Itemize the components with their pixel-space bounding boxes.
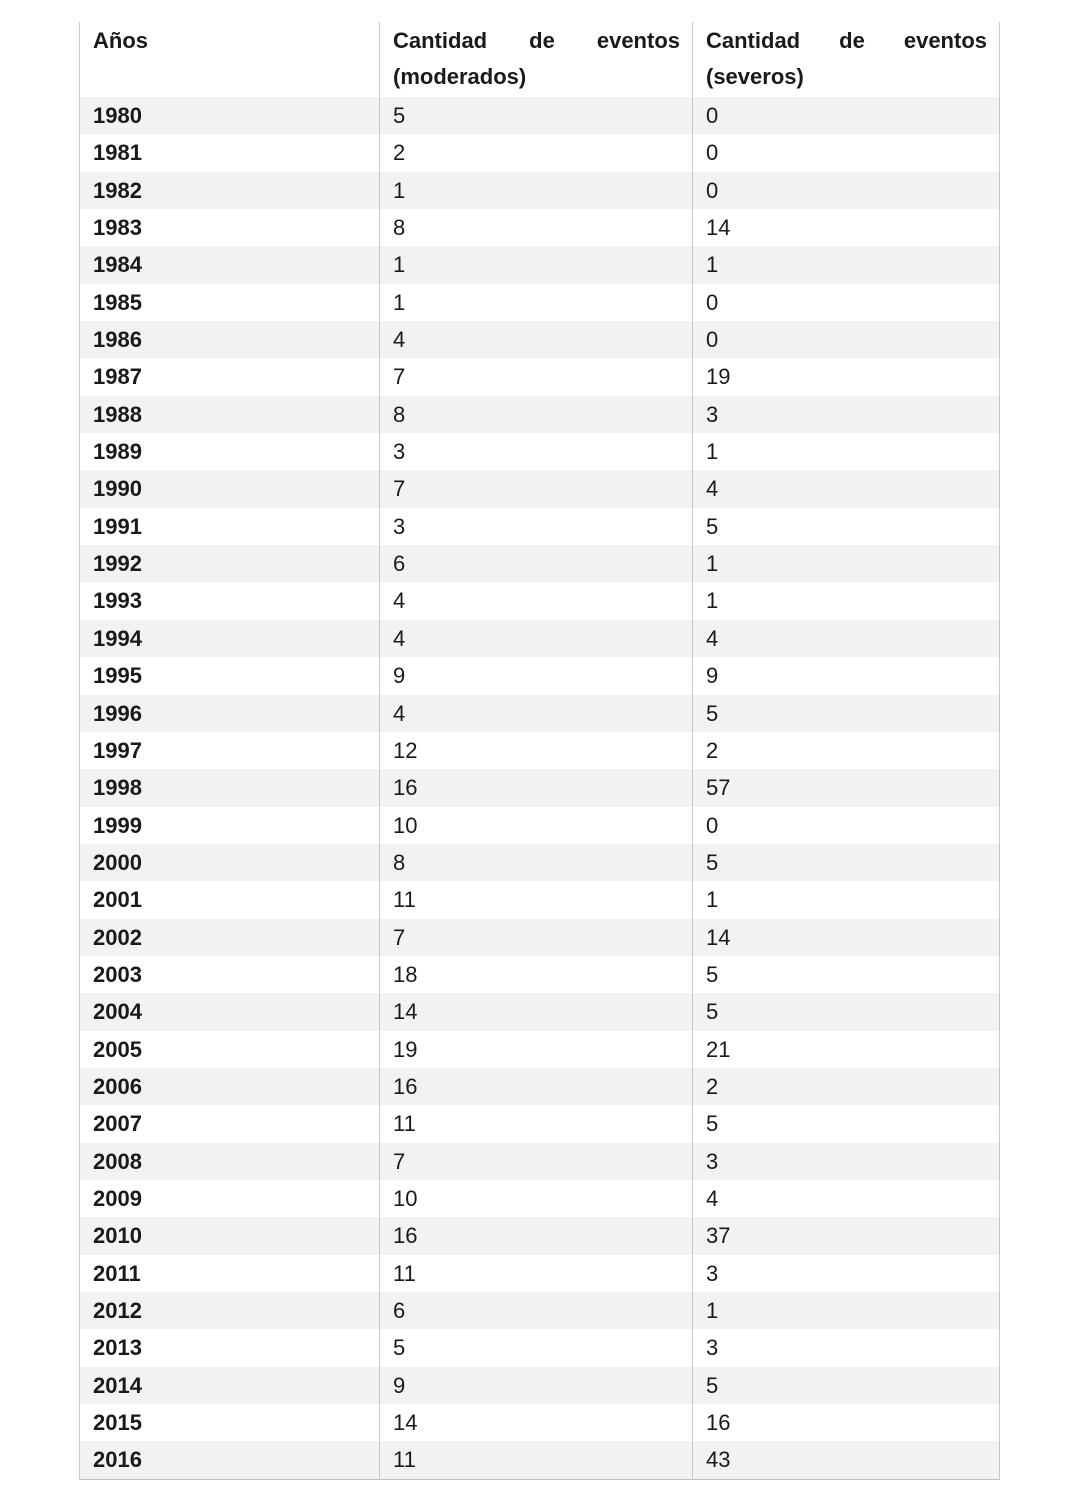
year-cell: 1980	[80, 97, 380, 134]
year-cell: 1986	[80, 321, 380, 358]
table-row	[80, 246, 1000, 283]
moderate-count-cell: 18	[380, 956, 693, 993]
year-cell: 1983	[80, 209, 380, 246]
severe-count-cell: 2	[693, 732, 1000, 769]
moderate-count-cell: 16	[380, 1068, 693, 1105]
severe-count-cell: 0	[693, 284, 1000, 321]
table-row	[80, 956, 1000, 993]
severe-count-cell: 4	[693, 470, 1000, 507]
moderate-count-cell: 11	[380, 1255, 693, 1292]
severe-count-cell: 4	[693, 620, 1000, 657]
moderate-count-cell: 7	[380, 919, 693, 956]
table-row	[80, 1292, 1000, 1329]
header-moderate-line2: (moderados)	[393, 64, 527, 89]
moderate-count-cell: 14	[380, 1404, 693, 1441]
table-row	[80, 993, 1000, 1030]
moderate-count-cell: 12	[380, 732, 693, 769]
severe-count-cell: 3	[693, 1255, 1000, 1292]
year-cell: 1998	[80, 769, 380, 806]
severe-count-cell: 5	[693, 844, 1000, 881]
severe-count-cell: 1	[693, 433, 1000, 470]
table-body	[80, 97, 1000, 1479]
severe-count-cell: 5	[693, 508, 1000, 545]
year-cell: 2010	[80, 1217, 380, 1254]
moderate-count-cell: 7	[380, 358, 693, 395]
moderate-count-cell: 11	[380, 881, 693, 918]
moderate-count-cell: 4	[380, 620, 693, 657]
year-cell: 2012	[80, 1292, 380, 1329]
header-moderate-word: de	[529, 28, 555, 53]
severe-count-cell: 0	[693, 321, 1000, 358]
severe-count-cell: 4	[693, 1180, 1000, 1217]
severe-count-cell: 1	[693, 545, 1000, 582]
moderate-count-cell: 8	[380, 396, 693, 433]
table-header-row	[80, 22, 1000, 97]
year-cell: 2009	[80, 1180, 380, 1217]
header-moderate-word: Cantidad	[393, 28, 488, 53]
year-cell: 1993	[80, 582, 380, 619]
table-row	[80, 620, 1000, 657]
moderate-count-cell: 7	[380, 1143, 693, 1180]
table-row	[80, 209, 1000, 246]
table-row	[80, 433, 1000, 470]
table-row	[80, 1329, 1000, 1366]
table-row	[80, 1255, 1000, 1292]
header-severe-word: eventos	[903, 28, 987, 53]
table-row	[80, 844, 1000, 881]
table-row	[80, 657, 1000, 694]
events-table	[79, 22, 1000, 1480]
severe-count-cell: 19	[693, 358, 1000, 395]
moderate-count-cell: 4	[380, 582, 693, 619]
header-moderate-line1	[393, 23, 680, 59]
severe-count-cell: 43	[693, 1441, 1000, 1479]
table-row	[80, 172, 1000, 209]
moderate-count-cell: 16	[380, 1217, 693, 1254]
severe-count-cell: 1	[693, 582, 1000, 619]
year-cell: 2001	[80, 881, 380, 918]
moderate-count-cell: 1	[380, 284, 693, 321]
table-row	[80, 321, 1000, 358]
severe-count-cell: 3	[693, 1143, 1000, 1180]
year-cell: 1991	[80, 508, 380, 545]
moderate-count-cell: 4	[380, 695, 693, 732]
table-row	[80, 470, 1000, 507]
severe-count-cell: 3	[693, 1329, 1000, 1366]
moderate-count-cell: 7	[380, 470, 693, 507]
header-severe-word: de	[839, 28, 865, 53]
moderate-count-cell: 1	[380, 172, 693, 209]
severe-count-cell: 3	[693, 396, 1000, 433]
table-row	[80, 1068, 1000, 1105]
year-cell: 1982	[80, 172, 380, 209]
moderate-count-cell: 6	[380, 1292, 693, 1329]
severe-count-cell: 1	[693, 881, 1000, 918]
table-row	[80, 1180, 1000, 1217]
year-cell: 1996	[80, 695, 380, 732]
moderate-count-cell: 5	[380, 97, 693, 134]
table-row	[80, 284, 1000, 321]
severe-count-cell: 0	[693, 97, 1000, 134]
severe-count-cell: 0	[693, 807, 1000, 844]
table-row	[80, 396, 1000, 433]
severe-count-cell: 5	[693, 695, 1000, 732]
table-row	[80, 1143, 1000, 1180]
severe-count-cell: 2	[693, 1068, 1000, 1105]
table-row	[80, 134, 1000, 171]
year-cell: 1981	[80, 134, 380, 171]
moderate-count-cell: 14	[380, 993, 693, 1030]
table-row	[80, 358, 1000, 395]
severe-count-cell: 5	[693, 1105, 1000, 1142]
year-cell: 1984	[80, 246, 380, 283]
year-cell: 2007	[80, 1105, 380, 1142]
table-row	[80, 919, 1000, 956]
moderate-count-cell: 9	[380, 657, 693, 694]
severe-count-cell: 0	[693, 134, 1000, 171]
moderate-count-cell: 8	[380, 209, 693, 246]
header-moderate-word: eventos	[596, 28, 680, 53]
severe-count-cell: 5	[693, 956, 1000, 993]
table-row	[80, 1441, 1000, 1479]
moderate-count-cell: 5	[380, 1329, 693, 1366]
moderate-count-cell: 19	[380, 1031, 693, 1068]
year-cell: 2015	[80, 1404, 380, 1441]
table-row	[80, 1404, 1000, 1441]
table-row	[80, 1105, 1000, 1142]
header-year	[80, 22, 380, 97]
year-cell: 1992	[80, 545, 380, 582]
moderate-count-cell: 4	[380, 321, 693, 358]
severe-count-cell: 16	[693, 1404, 1000, 1441]
year-cell: 2000	[80, 844, 380, 881]
year-cell: 2005	[80, 1031, 380, 1068]
year-cell: 1985	[80, 284, 380, 321]
table-row	[80, 97, 1000, 134]
year-cell: 1989	[80, 433, 380, 470]
moderate-count-cell: 3	[380, 508, 693, 545]
table-row	[80, 508, 1000, 545]
severe-count-cell: 21	[693, 1031, 1000, 1068]
year-cell: 2004	[80, 993, 380, 1030]
moderate-count-cell: 10	[380, 1180, 693, 1217]
severe-count-cell: 37	[693, 1217, 1000, 1254]
year-cell: 1995	[80, 657, 380, 694]
year-cell: 1987	[80, 358, 380, 395]
year-cell: 2003	[80, 956, 380, 993]
moderate-count-cell: 8	[380, 844, 693, 881]
moderate-count-cell: 9	[380, 1367, 693, 1404]
table-row	[80, 807, 1000, 844]
table-row	[80, 545, 1000, 582]
events-table-container	[79, 22, 999, 1480]
severe-count-cell: 14	[693, 919, 1000, 956]
moderate-count-cell: 6	[380, 545, 693, 582]
header-severe-line2: (severos)	[706, 64, 804, 89]
year-cell: 2002	[80, 919, 380, 956]
moderate-count-cell: 10	[380, 807, 693, 844]
severe-count-cell: 5	[693, 993, 1000, 1030]
moderate-count-cell: 11	[380, 1105, 693, 1142]
table-row	[80, 1367, 1000, 1404]
year-cell: 2006	[80, 1068, 380, 1105]
year-cell: 1994	[80, 620, 380, 657]
year-cell: 1997	[80, 732, 380, 769]
moderate-count-cell: 2	[380, 134, 693, 171]
year-cell: 1988	[80, 396, 380, 433]
severe-count-cell: 14	[693, 209, 1000, 246]
year-cell: 2013	[80, 1329, 380, 1366]
header-severe-line1	[706, 23, 987, 59]
header-severe	[693, 22, 1000, 97]
severe-count-cell: 9	[693, 657, 1000, 694]
year-cell: 1990	[80, 470, 380, 507]
table-row	[80, 881, 1000, 918]
table-row	[80, 732, 1000, 769]
moderate-count-cell: 3	[380, 433, 693, 470]
moderate-count-cell: 1	[380, 246, 693, 283]
year-cell: 1999	[80, 807, 380, 844]
severe-count-cell: 5	[693, 1367, 1000, 1404]
year-cell: 2016	[80, 1441, 380, 1479]
year-cell: 2014	[80, 1367, 380, 1404]
severe-count-cell: 0	[693, 172, 1000, 209]
header-severe-word: Cantidad	[706, 28, 801, 53]
year-cell: 2011	[80, 1255, 380, 1292]
table-row	[80, 582, 1000, 619]
moderate-count-cell: 11	[380, 1441, 693, 1479]
table-row	[80, 1217, 1000, 1254]
table-row	[80, 769, 1000, 806]
header-year-label: Años	[93, 28, 148, 53]
table-row	[80, 1031, 1000, 1068]
severe-count-cell: 1	[693, 1292, 1000, 1329]
severe-count-cell: 57	[693, 769, 1000, 806]
severe-count-cell: 1	[693, 246, 1000, 283]
table-row	[80, 695, 1000, 732]
header-moderate	[380, 22, 693, 97]
year-cell: 2008	[80, 1143, 380, 1180]
moderate-count-cell: 16	[380, 769, 693, 806]
